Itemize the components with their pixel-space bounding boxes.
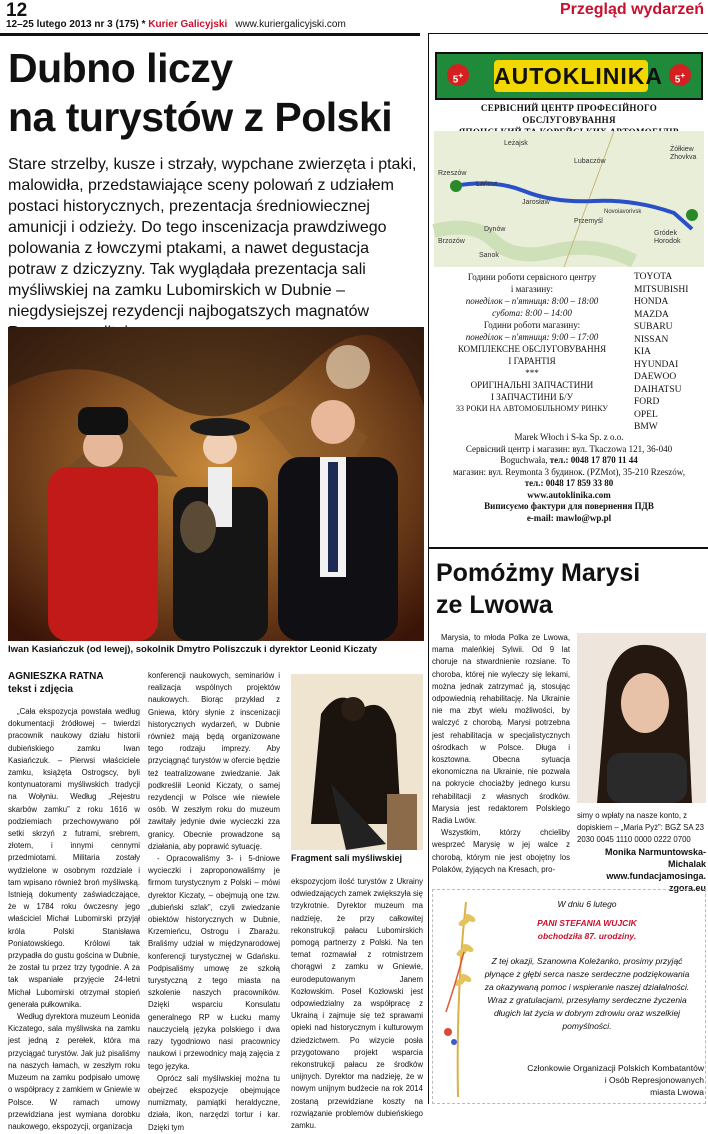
ad-website-link[interactable]: www.autoklinika.com — [527, 489, 611, 500]
issue-date: 12–25 lutego 2013 nr 3 (175) * — [6, 19, 149, 30]
marysia-headline: Pomóżmy Marysi ze Lwowa — [436, 559, 641, 619]
opening-hours: Години роботи сервісного центру і магазину: понеділок – п'ятниця: 8:00 – 18:00 субота: 8:00 – 14:00 Години роботи магазину: понеділок – п'ятниця: 9:00 – 17:00 КОМПЛЕКСНЕ ОБСЛУГОВУВАННЯ І ГАРАНТІЯ *** ОРИГІНАЛЬНІ ЗАПЧАСТИНИ І ЗАПЧАСТИНИ Б/У 33 РОКИ НА АВТОМОБІЛЬНОМУ РИНКУ — [456, 272, 608, 413]
map-label: Horodok — [654, 238, 681, 245]
wishes-signature: Członkowie Organizacji Polskich Kombatantów i Osób Represjonowanych miasta Lwowa — [527, 1063, 704, 1097]
badge-right-icon: 5+ — [669, 64, 691, 86]
ad-contact: Marek Włoch i S-ka Sp. z o.o. Сервісний центр і магазин: вул. Tkaczowa 121, 36-040 Boguchwała, тел.: 0048 17 870 11 44 магазин: вул. Reymonta 3 будинок. (PZMot), 35-210 Rzeszów, тел.: 0048 17 859 33 80 www.autoklinika.com Виписуємо фактури для повернення ПДВ e-mail: mawlo@wp.pl — [453, 432, 685, 523]
paper-name: Kurier Galicyjski — [148, 19, 228, 30]
map-label: Żółkiew — [670, 146, 694, 153]
autoklinika-banner[interactable] — [435, 52, 703, 100]
map-label: Lubaczów — [574, 158, 606, 165]
article-lead: Stare strzelby, kusze i strzały, wypchane zwierzęta i ptaki, malowidła, przedstawiające sceny polowań z udziałem postaci historycznych, prezentacja średniowiecznej amunicji i odzieży. Do tego inscenizacja prawdziwego polowania z łowczymi ptakami, a nawet degustacja potraw z dziczyzny. Tak wyglądała prezentacja sali myśliwskiej na zamku Lubomirskich w Dubnie – niegdysiejszej rezydencji najbogatszych magnatów — [8, 156, 417, 320]
map-label: Gródek — [654, 230, 677, 237]
marysia-text: Marysia, to młoda Polka ze Lwowa, mama maleńkiej Sylwii. Od 9 lat choruje na stwardnienie rozsiane. To choroba, której nie wyleczy się lekami, można jednak zatrzymać ją, stosując odpowiednią rehabilitację. Na Ukrainie nie ma zbyt wielu możliwości, by walczyć z chorobą. Marysi potrzebna jest rehabilitacja w specjalistycznych ośrodkach w Polsce. Długa i kosztowna. Obecna sytuacja ekonomiczna na Ukrainie, nie pozwala na pokrycie chociażby jednego kursu rehabilitacji z własnych środków. Marysia jest redaktorem Polskiego Radia Lwów. Wszystkim, którzy chcieliby wesprzeć Marysię w jej walce z chorobą, którym nie jest obojętny los Polaków, żyjących na Kresach, pro- — [432, 633, 570, 874]
paper-url[interactable]: www.kuriergalicyjski.com — [235, 19, 346, 30]
map-label: Leżajsk — [504, 140, 528, 147]
article-headline: Dubno liczy na turystów z Polski — [8, 45, 393, 140]
section-title: Przegląd wydarzeń — [559, 1, 704, 18]
map-label: Łańcut — [476, 181, 498, 188]
map-label: Sanok — [479, 252, 499, 259]
ad-subtitle: СЕРВІСНИЙ ЦЕНТР ПРОФЕСІЙНОГО ОБСЛУГОВУВАННЯ — [480, 103, 658, 125]
column-divider — [428, 33, 429, 1104]
car-brands-list: TOYOTA MITSUBISHI HONDA MAZDA SUBARU NISSAN KIA HYUNDAI DAEWOO DAIHATSU FORD OPEL BMW — [634, 272, 689, 432]
autoklinika-logo: AUTOKLINIKA — [494, 60, 648, 92]
ad-bottom-rule — [428, 547, 708, 549]
header-rule-right — [428, 33, 708, 34]
author-name: AGNIESZKA RATNA — [8, 671, 104, 682]
map-label: Rzeszów — [438, 170, 467, 177]
hunting-hall-photo — [291, 674, 423, 850]
map-label: Zhovkva — [670, 154, 697, 161]
photo-caption: Iwan Kasiańczuk (od lewej), sokolnik Dmytro Poliszczuk i dyrektor Leonid Kiczaty — [8, 644, 378, 655]
map-label: Novoiavorivsk — [604, 209, 642, 215]
header-rule — [0, 33, 420, 36]
marysia-photo — [577, 633, 706, 803]
wishes-text: W dniu 6 lutego PANI STEFANIA WUJCIK obchodziła 87. urodziny. Z tej okazji, Szanowna Koleżanko, prosimy przyjąć płynące z głębi serca nasze serdeczne podziękowania za okazywaną pomoc i wspieranie naszej działalności. Wraz z gratulacjami, przesyłamy serdeczne życzenia długich lat życia w dobrym zdrowiu oraz wszelkiej pomyślności. — [484, 899, 690, 1031]
route-map[interactable] — [434, 131, 704, 267]
map-label: Dynów — [484, 226, 506, 233]
article-column-3: ekspozycjom ilość turystów z Ukrainy odwiedzających zamek zwiększyła się trzykrotnie. Dyrektor muzeum ma nadzieję, że przy całkowitej rekonstrukcji pałacu Lubomirskich pomogą partnerzy z Polski. Na ten temat rozmawiał z rotmistrzem chorągwi z zamku w Gniewie, eurodeputowanym Janem Kozłowskim. Poseł Kozłowski jest odpowiedzialny za współpracę z Ukrainą i zajmuje się też sprawami opieki nad historycznym i kulturowym dziedzictwem. Po wizycie posła przygotowano projekt wsparcia rekonstrukcji pałacu ze środków unijnych. Dyrektor ma nadzieję, że w nowym unijnym budżecie na rok 2014 zostaną przewidziane koszty na rozwiązanie problemów dubieńskiego zamku. — [291, 877, 423, 1131]
map-label: Jarosław — [522, 199, 550, 206]
byline — [8, 670, 138, 696]
article-column-2: konferencji naukowych, seminariów i realizacja wspólnych projektów naukowych. Biorąc przykład z Gniewa, który słynie z inscenizacji historycznych wydarzeń, w Dubnie również mają będą organizowane tego rodzaju imprezy. Aby przyciągnąć turystów w ofercie będzie też teatralizowane zwiedzanie. Jak podkreślił Leonid Kiczaty, o samej rezydencji w Polsce wie niewiele osób. W zeszłym roku do muzeum zawitały jedynie dwie wycieczki zza granicy. Obecnie prowadzone są działania, aby poprawić sytuację. - Opracowaliśmy 3- i 5-dniowe wycieczki i zaproponowaliśmy je firmom turystycznym z Polski – mówi dyrektor Kiczaty, – obejmują one tzw. „dubieński szlak”, czyli zwiedzanie obiektów historycznych w Dubnie, Krzemieńcu, Ostrogu i Zbarażu. Braliśmy udział w międzynarodowej konferencji turystycznej w Gdańsku. Podpisaliśmy umowę ze szkołą turystyczną z tego miasta na szkolenie naszych pracowników. Dzięki wsparciu Konsulatu generalnego RP w Łucku mamy nauczycielą języka polskiego i dwa razy tygodniowo nasi pracownicy naukowi i przewodnicy mają zajęcia z tego języka. Oprócz sali myśliwskiej można tu obejrzeć ekspozycje obejmujące numizmaty, pamiątki heraldyczne, działa, ikon, narzędzi tortur i kar. Dzięki tym — [148, 671, 280, 1132]
marysia-donation: simy o wpłaty na nasze konto, z dopiskiem – „Maria Pyż”: BGŻ SA 23 2030 0045 1110 0000 0222 0700 Monika Narmuntowska- Michalak www.fundacjamosinga. zgora.eu — [577, 811, 706, 893]
article-column-1: „Cała ekspozycja powstała według dokumentacji źródłowej – twierdzi pracownik naukowy działu historii dubieńskiego zamku Iwan Kasiańczuk. – Pierwsi właściciele zamku, książęta Ostrogscy, byli kontynuatorami myśliwskich tradycji na Wołyniu. Według „Rejestru skarbów zamku” z roku 1616 w podziemiach przechowywano pół setki skrzyń z futrami, srebrem, złotem, i innymi cennymi przedmiotami. Militaria zostały wydzielone w osobnym rozdziale i tam wpisano również broń myśliwską. Istnieją dokumenty zaświadczające, że w 1784 roku ówczesny jego właściciel Michał Lubomirski przyjął króla Polski Stanisława Poniatowskiego. Królowi tak przypadła do gustu gościna w Dubnie, że został tu przez trzy tygodnie. A za tak wspaniałe przyjęcie 24-letni Michał Lubomirski otrzymał stopień generała pułkownika. Według dyrektora muzeum Leonida Kiczatego, sala myśliwska na zamku jest jedną z perełek, która ma przyciągać turystów. Jak już pisaliśmy na naszych łamach, w zeszłym roku Muzeum na zamku podpisało umowę o współpracy z zamkiem w Gniewie w Polsce. W ramach umowy przewidziana jest wymiana dorobku naukowego, ekspozycji, organizacja — [8, 707, 140, 1131]
badge-left-icon: 5+ — [447, 64, 469, 86]
small-photo-caption: Fragment sali myśliwskiej — [291, 853, 403, 863]
map-label: Przemyśl — [574, 218, 603, 225]
issue-line — [6, 19, 346, 30]
author-role: tekst i zdjęcia — [8, 684, 74, 695]
foundation-link[interactable]: www.fundacjamosinga. — [606, 871, 706, 881]
main-photo — [8, 327, 424, 641]
map-label: Brzozów — [438, 238, 465, 245]
ad-email-link[interactable]: e-mail: mawlo@wp.pl — [526, 512, 612, 523]
page-number: 12 — [6, 0, 28, 21]
